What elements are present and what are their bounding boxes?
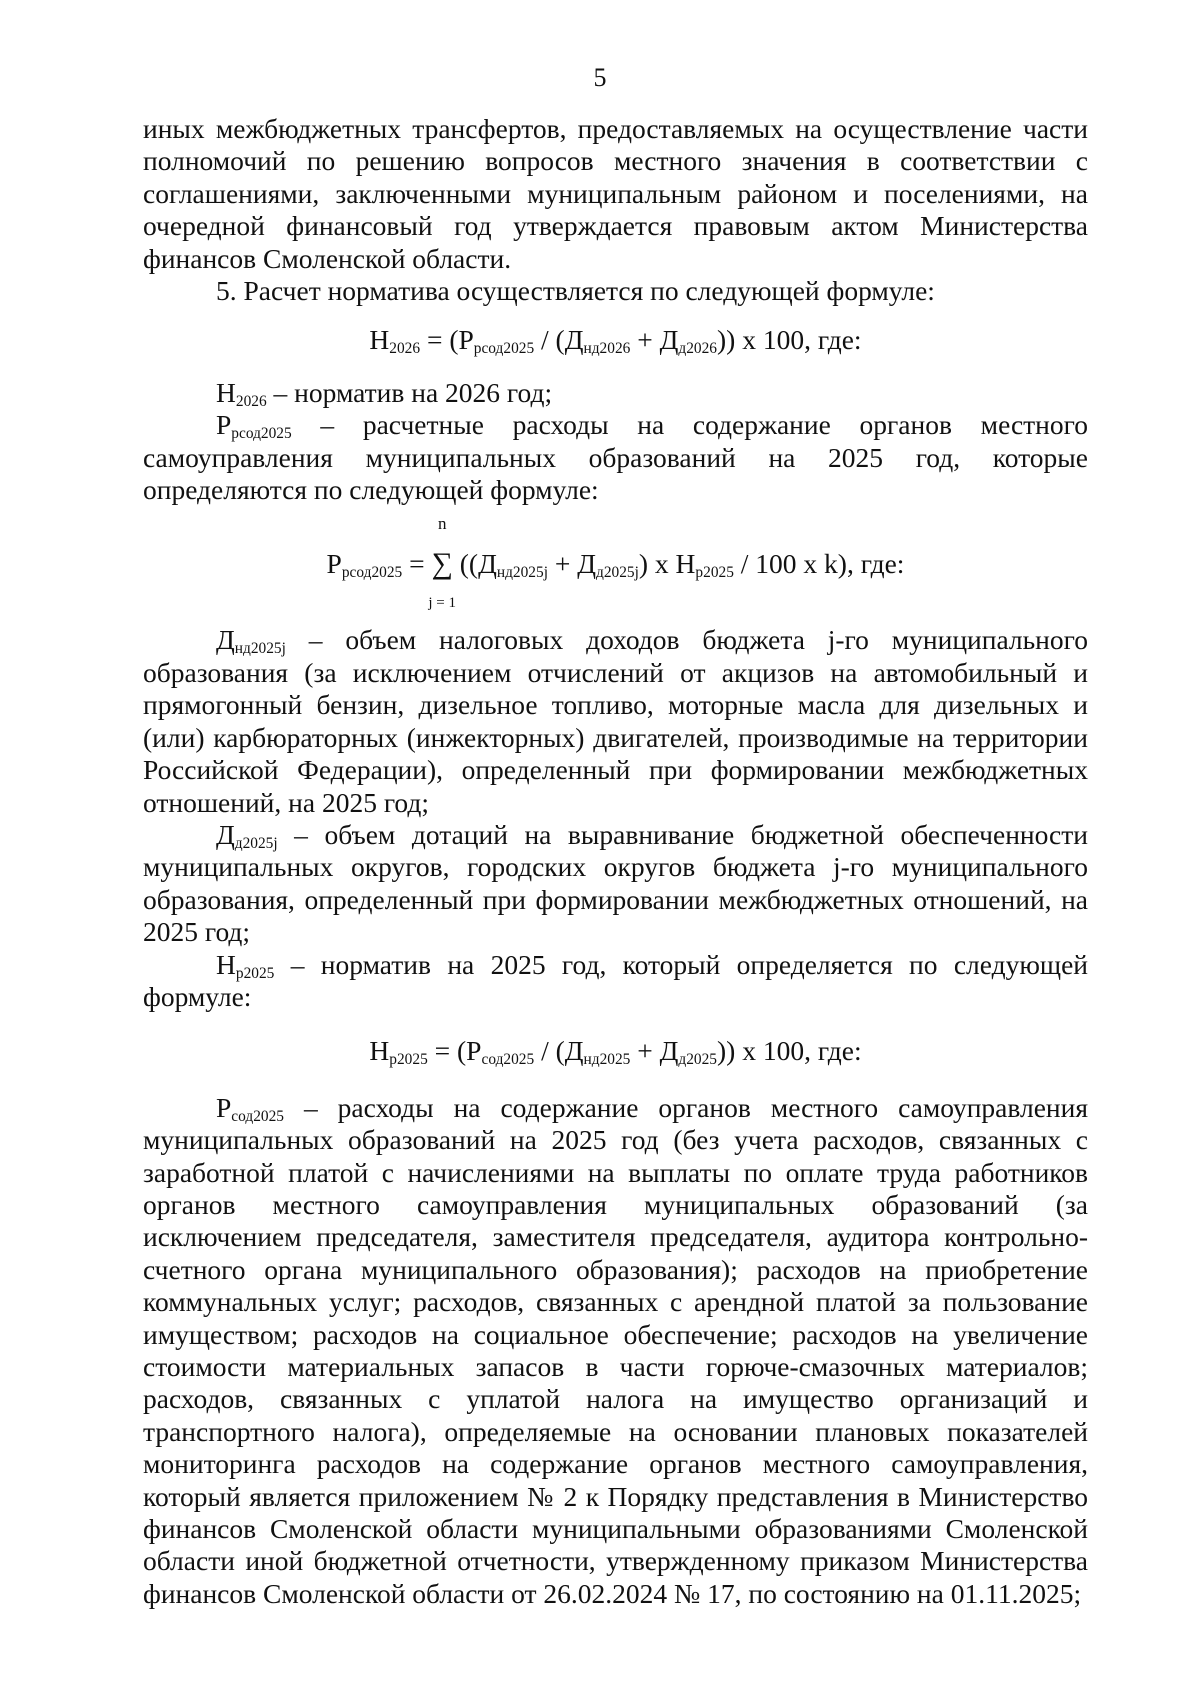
definition-rsod2025: $Р_{рсод2025}$ – расчетные расходы на содержание органов местного самоуправления муниципальных образований на 2025 год, которые определяются по следующей формуле: <box>143 409 1088 506</box>
sigma-upper-limit: n <box>437 514 447 534</box>
definition-np2025: $Н_{р2025}$ – норматив на 2025 год, который определяется по следующей формуле: <box>143 948 1088 1012</box>
formula-np2025: $Н_{р2025} = (Р_{сод2025} / (Д_{нд2025} + Д_{д2025}))$ x 100, где: <box>369 1035 862 1069</box>
page-number: 5 <box>593 63 607 92</box>
paragraph-5: 5. Расчет норматива осуществляется по следующей формуле: <box>216 275 935 307</box>
definition-n2026: $Н_{2026}$ – норматив на 2026 год; <box>216 376 553 410</box>
paragraph-intro: иных межбюджетных трансфертов, предоставляемых на осуществление части полномочий по решению вопросов местного значения в соответствии с соглашениями, заключенными муниципальным районом и поселениями, на очередной финансовый год утверждается правовым актом Министерства финансов Смоленской области. <box>143 113 1088 274</box>
definition-psod2025: $Р_{сод2025}$ – расходы на содержание органов местного самоуправления муниципальных образований на 2025 год (без учета расходов, связанных с заработной платой с начислениями на выплаты по оплате труда работников органов местного самоуправления муниципальных образований (за исключением председателя, заместителя председателя, аудитора контрольно-счетного органа муниципального образования); расходов на приобретение коммунальных услуг; расходов, связанных с арендной платой за пользование имуществом; расходов на социальное обеспечение; расходов на увеличение стоимости материальных запасов в части горюче-смазочных материалов; расходов, связанных с уплатой налога на имущество организаций и транспортного налога), определяемые на основании плановых показателей мониторинга расходов на содержание органов местного самоуправления, который является приложением № 2 к Порядку представления в Министерство финансов Смоленской области муниципальными образованиями Смоленской области иной бюджетной отчетности, утвержденному приказом Министерства финансов Смоленской области от 26.02.2024 № 17, по состоянию на 01.11.2025; <box>143 1091 1088 1609</box>
sigma-symbol: n ∑ j = 1 <box>432 548 453 580</box>
definition-dd2025j: $Д_{д2025j}$ – объем дотаций на выравнивание бюджетной обеспеченности муниципальных округов, городских округов бюджета j-го муниципального образования, определенный при формировании межбюджетных отношений, на 2025 год; <box>143 818 1088 948</box>
document-body <box>143 113 1088 1610</box>
formula-n2026: $Н_{2026} = (Р_{рсод2025} / (Д_{нд2026} + Д_{д2026}))$ x 100, где: <box>369 324 862 358</box>
sigma-lower-limit: j = 1 <box>428 594 457 611</box>
formula-rsod2025: $Р_{рсод2025}$ = n ∑ j = 1 ($(Д_{нд2025j} + Д_{д2025j})$ x $Н_{р2025} / 100$ x k), где: <box>326 514 905 611</box>
definition-dnd2025j: $Д_{нд2025j}$ – объем налоговых доходов бюджета j-го муниципального образования (за исключением отчислений от акцизов на автомобильный и прямогонный бензин, дизельное топливо, моторные масла для дизельных и (или) карбюраторных (инжекторных) двигателей, производимые на территории Российской Федерации), определенный при формировании межбюджетных отношений, на 2025 год; <box>143 624 1088 818</box>
